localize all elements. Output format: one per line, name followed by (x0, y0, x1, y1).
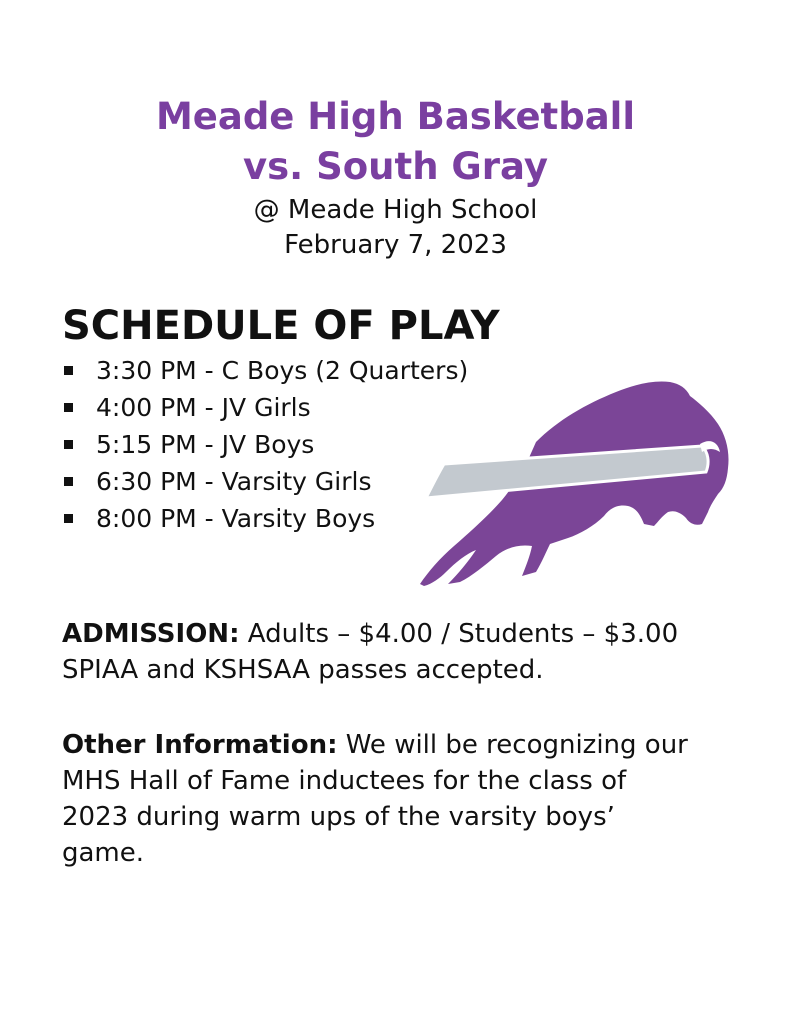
other-info-line3: 2023 during warm ups of the varsity boys’ (62, 802, 615, 832)
other-info-line1: We will be recognizing our (337, 730, 688, 760)
event-opponent: vs. South Gray (243, 145, 548, 188)
admission-prices: Adults – $4.00 / Students – $3.00 (239, 619, 679, 649)
bullet-icon (64, 514, 73, 523)
bison-icon (418, 376, 736, 588)
event-date: February 7, 2023 (284, 230, 507, 260)
other-info-section (62, 727, 752, 871)
schedule-heading: SCHEDULE OF PLAY (62, 303, 500, 349)
schedule-item-text: 4:00 PM - JV Girls (96, 393, 311, 422)
schedule-item-text: 5:15 PM - JV Boys (96, 430, 315, 459)
other-info-line2: MHS Hall of Fame inductees for the class of (62, 766, 627, 796)
other-info-label: Other Information: (62, 730, 338, 760)
bullet-icon (64, 477, 73, 486)
event-location: @ Meade High School (253, 195, 538, 225)
bullet-icon (64, 403, 73, 412)
admission-section (62, 616, 752, 688)
schedule-item-text: 8:00 PM - Varsity Boys (96, 504, 376, 533)
schedule-item-text: 3:30 PM - C Boys (2 Quarters) (96, 356, 469, 385)
event-title: Meade High Basketball (155, 95, 636, 138)
other-info-line4: game. (62, 838, 145, 868)
admission-label: ADMISSION: (62, 619, 240, 649)
bullet-icon (64, 366, 73, 375)
bullet-icon (64, 440, 73, 449)
schedule-item-text: 6:30 PM - Varsity Girls (96, 467, 372, 496)
admission-passes: SPIAA and KSHSAA passes accepted. (62, 655, 544, 685)
